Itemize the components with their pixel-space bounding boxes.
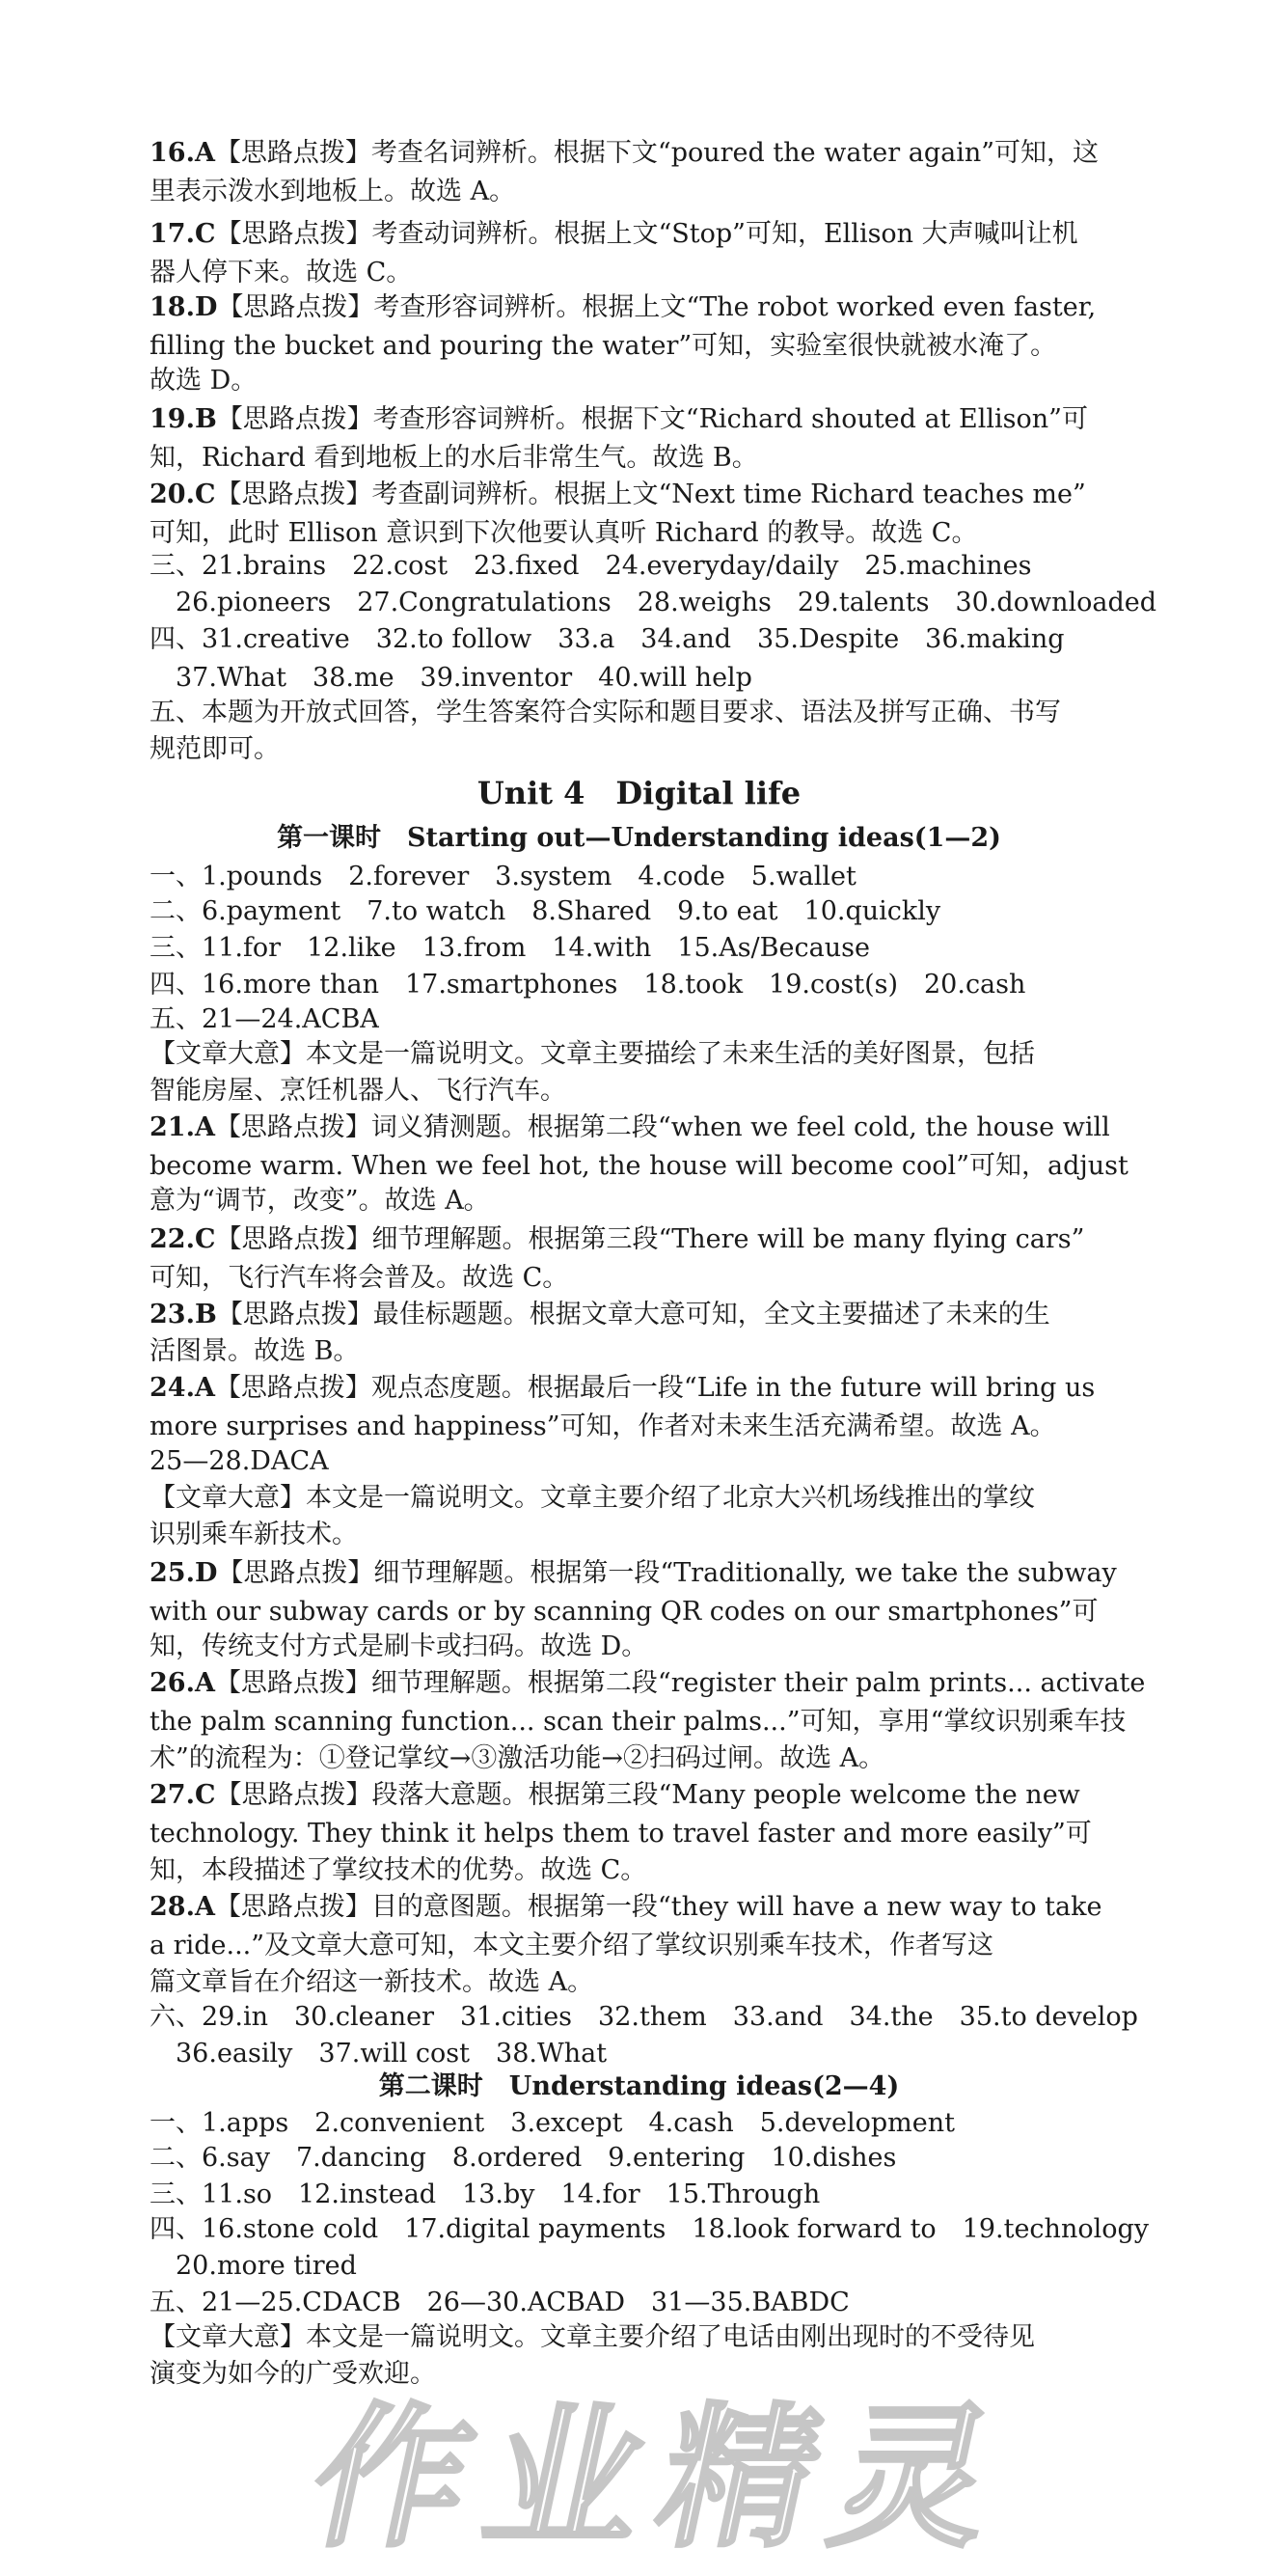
answer-line [0,695,1278,731]
answer-line [0,2036,1278,2072]
line-text: 故选 D。 [150,366,258,396]
line-text: 五、本题为开放式回答，学生答案符合实际和题目要求、语法及拼写正确、书写 [150,698,1061,727]
question-number: 25.D [150,1558,218,1588]
line-text: 演变为如今的广受欢迎。 [150,2359,436,2389]
line-text: technology. They think it helps them to travel faster and more easily”可 [150,1819,1092,1849]
answer-line [0,135,1278,172]
answer-line [0,1594,1278,1631]
line-text: 26.pioneers 27.Congratulations 28.weighs 29.talents 30.downloaded [150,588,1157,617]
question-number: 17.C [150,219,216,249]
answer-line [0,216,1278,253]
answer-line [0,255,1278,291]
answer-line [0,859,1278,895]
answer-line [0,1260,1278,1297]
line-text: 37.What 38.me 39.inventor 40.will help [150,663,752,693]
line-text: 知，本段描述了掌纹技术的优势。故选 C。 [150,1855,647,1885]
line-text: 【文章大意】本文是一篇说明文。文章主要描绘了未来生活的美好图景，包括 [150,1039,1035,1069]
answer-line [0,1110,1278,1146]
line-text: 五、21—25.CDACB 26—30.ACBAD 31—35.BABDC [150,2288,850,2317]
line-text: 篇文章旨在介绍这一新技术。故选 A。 [150,1967,594,1997]
answer-line [0,1629,1278,1665]
line-text: 四、16.stone cold 17.digital payments 18.look forward to 19.technology [150,2214,1150,2244]
line-text: 【思路点拨】细节理解题。根据第一段“Traditionally, we take the subway [217,1558,1117,1588]
answer-line [0,2211,1278,2248]
answer-line [0,1001,1278,1038]
answer-line [0,2248,1278,2285]
line-text: 四、16.more than 17.smartphones 18.took 19.cost(s) 20.cash [150,970,1026,1000]
answer-line [0,363,1278,399]
answer-line [0,2105,1278,2142]
line-text: 【思路点拨】观点态度题。根据最后一段“Life in the future will bring us [214,1373,1096,1403]
answer-line [0,1148,1278,1185]
question-number: 26.A [150,1668,215,1698]
line-text: 意为“调节，改变”。故选 A。 [150,1186,490,1216]
question-number: 18.D [150,292,218,322]
question-number: 27.C [150,1780,216,1810]
line-text: 【思路点拨】考查形容词辨析。根据下文“Richard shouted at Ellison”可 [216,404,1088,434]
answer-line [0,1889,1278,1926]
question-number: 22.C [150,1224,216,1254]
line-text: 【思路点拨】考查形容词辨析。根据上文“The robot worked even faster, [217,292,1097,322]
line-text: 【思路点拨】最佳标题题。根据文章大意可知，全文主要描述了未来的生 [216,1300,1050,1329]
answer-line [0,1704,1278,1740]
line-text: 可知，此时 Ellison 意识到下次他要认真听 Richard 的教导。故选 C。 [150,518,978,548]
line-text: 25—28.DACA [150,1446,329,1476]
line-text: 二、6.payment 7.to watch 8.Shared 9.to eat 10.quickly [150,896,941,926]
line-text: 【思路点拨】考查名词辨析。根据下文“poured the water again”可知，这 [214,138,1100,168]
answer-line [0,548,1278,585]
line-text: 六、29.in 30.cleaner 31.cities 32.them 33.and 34.the 35.to develop [150,2002,1138,2032]
answer-line [0,1480,1278,1517]
line-text: 三、11.so 12.instead 13.by 14.for 15.Through [150,2179,821,2209]
answer-line [0,515,1278,552]
line-text: 【思路点拨】细节理解题。根据第三段“There will be many flying cars” [215,1224,1085,1254]
answer-line [0,731,1278,768]
line-text: 【思路点拨】考查动词辨析。根据上文“Stop”可知，Ellison 大声喊叫让机 [215,219,1078,249]
line-text: 术”的流程为：①登记掌纹→③激活功能→②扫码过闸。故选 A。 [150,1743,885,1773]
line-text: 规范即可。 [150,734,280,764]
line-text: filling the bucket and pouring the water”可知，实验室很快就被水淹了。 [150,331,1057,361]
answer-line [0,1928,1278,1964]
line-text: 【思路点拨】细节理解题。根据第二段“register their palm prints... activate [214,1668,1146,1698]
line-text: 一、1.pounds 2.forever 3.system 4.code 5.wallet [150,862,857,891]
answer-line [0,1517,1278,1553]
line-text: more surprises and happiness”可知，作者对未来生活充满希望。故选 A。 [150,1411,1056,1441]
answer-line [0,1183,1278,1219]
answer-line [0,1555,1278,1592]
watermark-logo: 作业精灵 [296,2388,1030,2568]
answer-line [0,660,1278,697]
lesson-title: 第一课时 Starting out—Understanding ideas(1—2) [277,823,1001,853]
line-text: 一、1.apps 2.convenient 3.except 4.cash 5.development [150,2108,955,2138]
line-text: 【思路点拨】词义猜测题。根据第二段“when we feel cold, the house will [214,1112,1110,1142]
answer-line [0,1852,1278,1889]
answer-line [0,174,1278,210]
line-text: 三、11.for 12.like 13.from 14.with 15.As/Because [150,933,870,963]
answer-line [0,440,1278,477]
line-text: 里表示泼水到地板上。故选 A。 [150,177,516,206]
answer-line [0,1297,1278,1333]
answer-line [0,1333,1278,1370]
answer-line [0,2140,1278,2177]
line-text: the palm scanning function... scan their palms...”可知，享用“掌纹识别乘车技 [150,1707,1127,1737]
line-text: 【思路点拨】考查副词辨析。根据上文“Next time Richard teaches me” [215,480,1086,509]
line-text: 器人停下来。故选 C。 [150,258,413,288]
answer-line [0,1777,1278,1814]
line-text: become warm. When we feel hot, the house will become cool”可知，adjust [150,1151,1128,1181]
answer-line [0,1036,1278,1073]
answer-line [0,1999,1278,2036]
line-text: a ride...”及文章大意可知，本文主要介绍了掌纹识别乘车技术，作者写这 [150,1931,994,1960]
answer-line [0,1221,1278,1258]
answer-line [0,477,1278,513]
answer-line [0,1409,1278,1445]
question-number: 24.A [150,1373,215,1403]
line-text: 【文章大意】本文是一篇说明文。文章主要介绍了北京大兴机场线推出的掌纹 [150,1483,1035,1513]
line-text: 36.easily 37.will cost 38.What [150,2039,608,2069]
answer-line [0,401,1278,438]
line-text: 二、6.say 7.dancing 8.ordered 9.entering 10.dishes [150,2143,897,2173]
line-text: 【思路点拨】目的意图题。根据第一段“they will have a new way to take [214,1892,1102,1922]
answer-line [0,930,1278,967]
lesson-title: 第二课时 Understanding ideas(2—4) [378,2071,900,2101]
line-text: 【文章大意】本文是一篇说明文。文章主要介绍了电话由刚出现时的不受待见 [150,2322,1035,2352]
question-number: 16.A [150,138,215,168]
answer-line [0,621,1278,658]
line-text: 知，Richard 看到地板上的水后非常生气。故选 B。 [150,443,758,473]
line-text: 智能房屋、烹饪机器人、飞行汽车。 [150,1076,566,1106]
answer-line [0,1073,1278,1110]
line-text: 知，传统支付方式是刷卡或扫码。故选 D。 [150,1631,648,1661]
answer-line [0,967,1278,1003]
answer-line [0,1370,1278,1407]
answer-line [0,328,1278,365]
answer-line [0,893,1278,930]
question-number: 20.C [150,480,216,509]
answer-line [0,1816,1278,1852]
question-number: 23.B [150,1300,217,1329]
line-text: 可知，飞行汽车将会普及。故选 C。 [150,1263,569,1293]
answer-line [0,1665,1278,1702]
line-text: with our subway cards or by scanning QR codes on our smartphones”可 [150,1597,1099,1627]
question-number: 19.B [150,404,217,434]
question-number: 21.A [150,1112,215,1142]
answer-line [0,2285,1278,2321]
answer-line [0,1443,1278,1480]
answer-line [0,585,1278,621]
line-text: 20.more tired [150,2251,357,2281]
line-text: 三、21.brains 22.cost 23.fixed 24.everyday/daily 25.machines [150,551,1032,581]
question-number: 28.A [150,1892,215,1922]
unit-title: Unit 4 Digital life [476,775,802,811]
answer-line [0,289,1278,326]
answer-line [0,1964,1278,2001]
answer-line [0,2177,1278,2213]
line-text: 五、21—24.ACBA [150,1004,379,1034]
line-text: 识别乘车新技术。 [150,1520,358,1549]
answer-line [0,1740,1278,1777]
answer-line [0,2319,1278,2356]
line-text: 活图景。故选 B。 [150,1336,360,1366]
line-text: 【思路点拨】段落大意题。根据第三段“Many people welcome the new [215,1780,1080,1810]
line-text: 四、31.creative 32.to follow 33.a 34.and 35.Despite 36.making [150,624,1065,654]
